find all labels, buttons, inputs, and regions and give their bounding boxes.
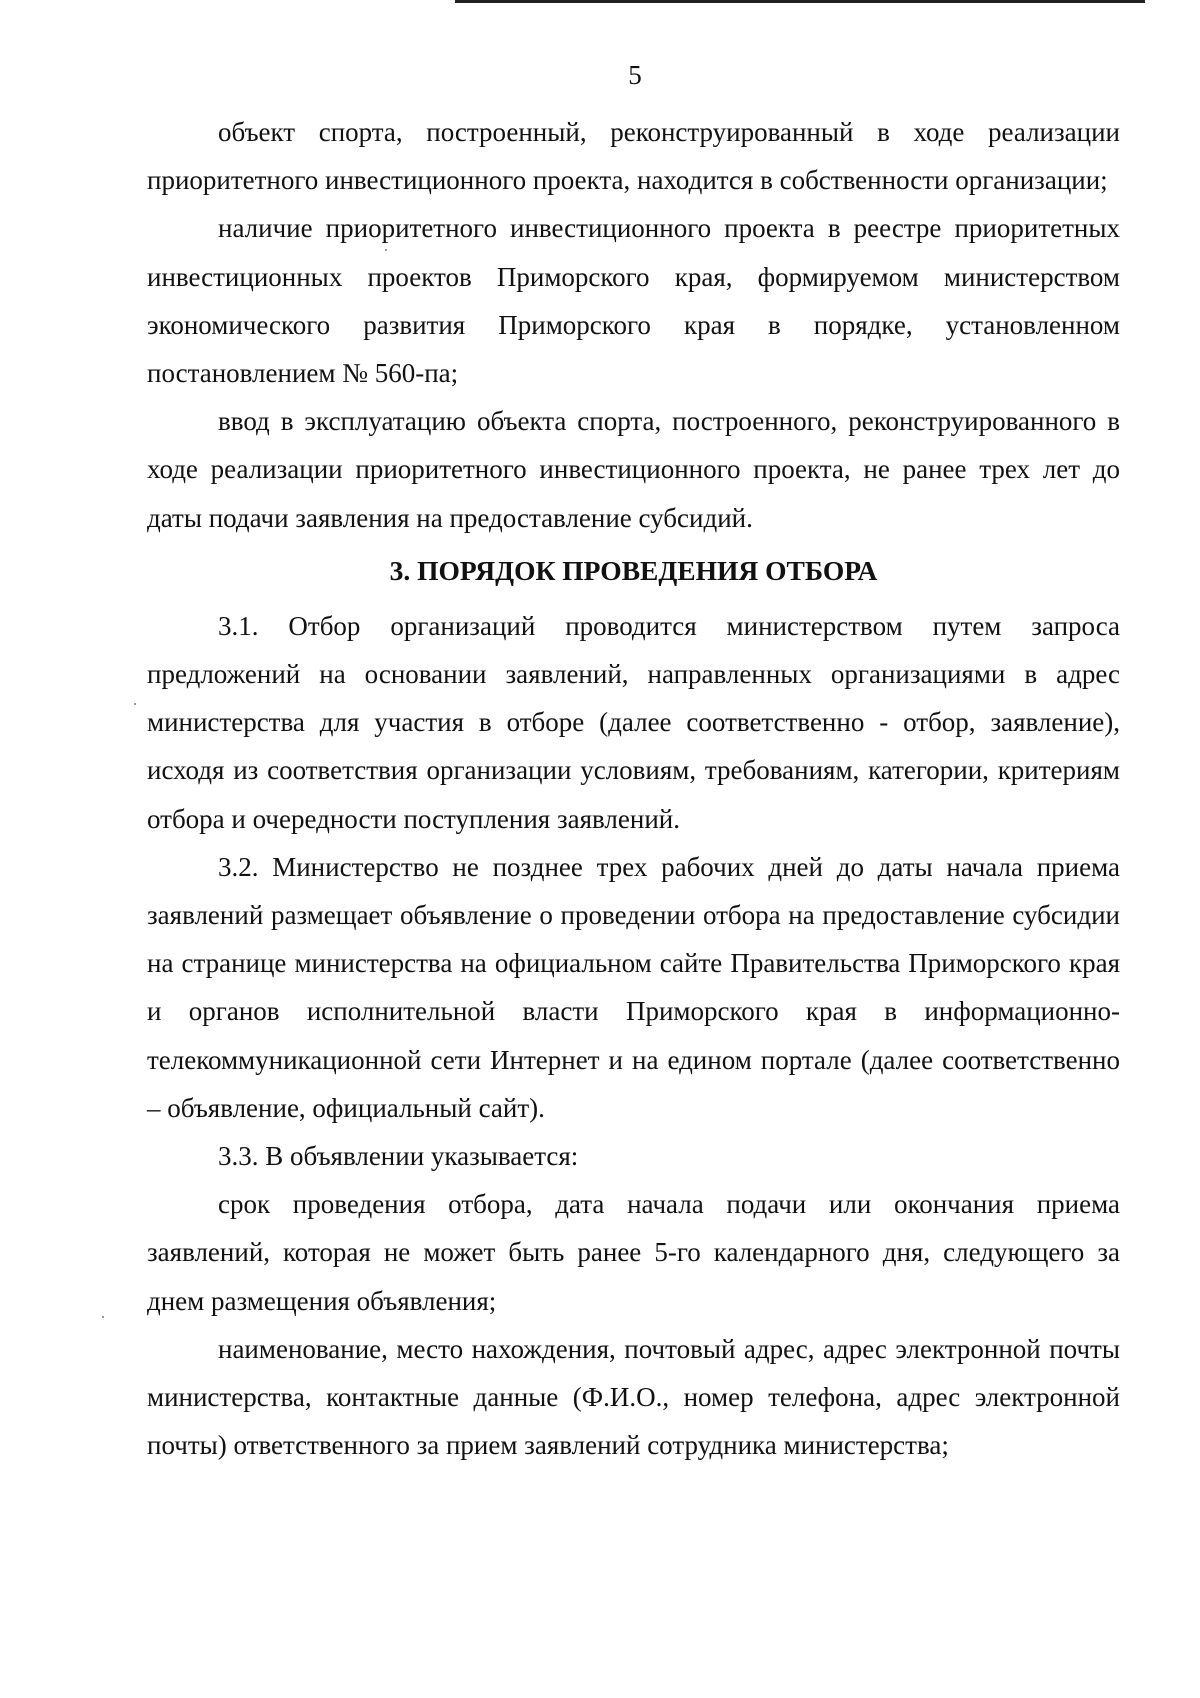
page-number: 5 xyxy=(628,60,642,90)
paragraph: ввод в эксплуатацию объекта спорта, построенного, реконструированного в ходе реализации приоритетного инвестиционного проекта, не ранее трех лет до даты подачи заявления на предоставление субсидий. xyxy=(147,406,1120,533)
scan-speck xyxy=(385,249,387,251)
paragraph: 3.2. Министерство не позднее трех рабочих дней до даты начала приема заявлений размещает объявление о проведении отбора на предоставление субсидии на странице министерства на официальном сайте Правительства Приморского края и органов исполнительной власти Приморского края в информационно-телекоммуникационной сети Интернет и на едином портале (далее соответственно – объявление, официальный сайт). xyxy=(147,851,1120,1123)
scan-speck xyxy=(134,703,136,705)
paragraph: наименование, место нахождения, почтовый адрес, адрес электронной почты министерства, контактные данные (Ф.И.О., номер телефона, адрес электронной почты) ответственного за прием заявлений сотрудника министерства; xyxy=(147,1333,1120,1461)
paragraph: 3.1. Отбор организаций проводится министерством путем запроса предложений на основании заявлений, направленных организациями в адрес министерства для участия в отборе (далее соответственно - отбор, заявление), исходя из соответствия организации условиям, требованиям, категории, критериям отбора и очередности поступления заявлений. xyxy=(147,610,1120,834)
paragraph: наличие приоритетного инвестиционного проекта в реестре приоритетных инвестиционных проектов Приморского края, формируемом министерством экономического развития Приморского края в порядке, установленном постановлением № 560-па; xyxy=(147,213,1120,389)
document-body xyxy=(147,108,1120,1469)
paragraph: объект спорта, построенный, реконструированный в ходе реализации приоритетного инвестиционного проекта, находится в собственности организации; xyxy=(147,117,1120,196)
scan-speck xyxy=(102,1316,104,1318)
top-border-line xyxy=(455,0,1145,3)
paragraph: 3.3. В объявлении указывается: xyxy=(218,1141,579,1172)
section-heading: 3. ПОРЯДОК ПРОВЕДЕНИЯ ОТБОРА xyxy=(389,554,878,586)
paragraph: срок проведения отбора, дата начала подачи или окончания приема заявлений, которая не может быть ранее 5-го календарного дня, следующего за днем размещения объявления; xyxy=(147,1189,1120,1316)
